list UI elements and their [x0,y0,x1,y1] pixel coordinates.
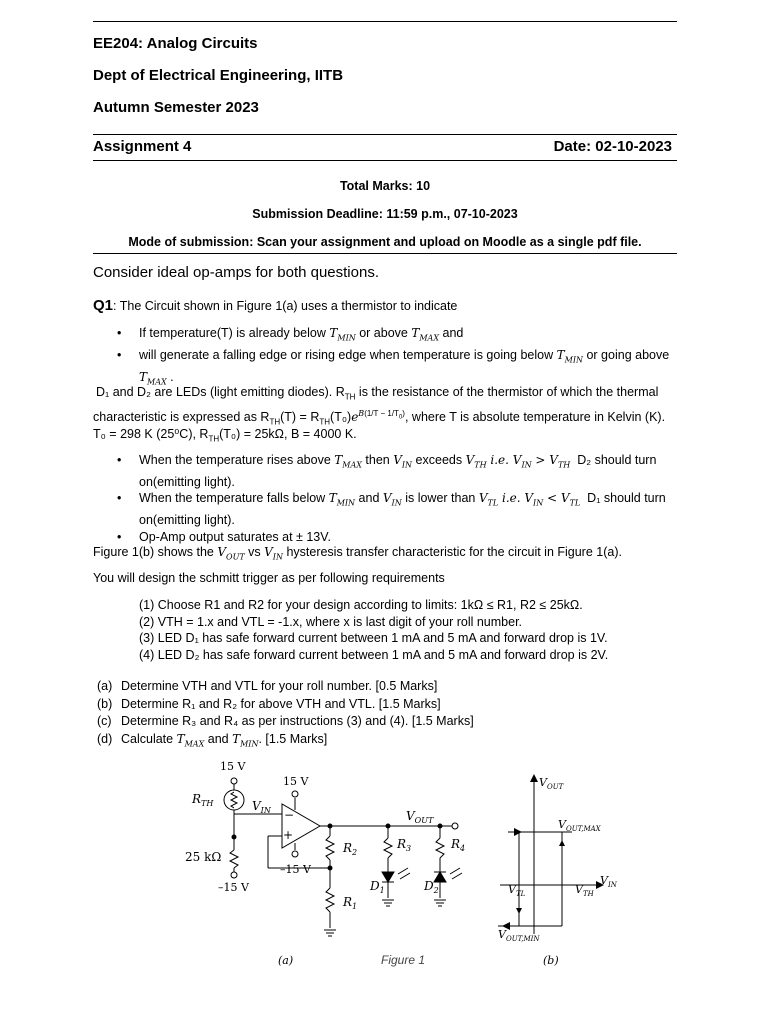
list-item: • When the temperature rises above $T_{MAX}$ then $V_{IN}$ exceeds $V_{TH}$ i.e. $V_{IN} > V_{TH}$ D₂ should turn on(emitting light). [117,452,677,490]
rule-3 [93,253,677,254]
r3-label: $R_3$ [397,837,412,853]
part-d: (d) Calculate $T_{MAX}$ and $T_{MIN}$. [1.5 Marks] [97,731,328,748]
department: Dept of Electrical Engineering, IITB [93,67,344,84]
part-c: (c) Determine R₃ and R₄ as per instructions (3) and (4). [1.5 Marks] [97,714,474,728]
submission-mode: Mode of submission: Scan your assignment and upload on Moodle as a single pdf file. [128,235,642,249]
resistor-25k-label: 25 kΩ [185,850,222,864]
figure-description: Figure 1(b) shows the $V_{OUT}$ vs $V_{IN}$ hysteresis transfer characteristic for the circuit in Figure 1(a). [93,545,622,562]
supply-pos-2: 15 V [283,775,309,788]
rth-label: $R_{TH}$ [192,792,214,808]
graph-vin-label: $V_{IN}$ [600,874,617,889]
requirement-2: (2) VTH = 1.x and VTL = -1.x, where x is last digit of your roll number. [139,614,523,629]
supply-terminal [231,778,237,784]
supply-neg-2: –15 V [280,863,311,876]
graph-voutmin-label: $V_{OUT,MIN}$ [498,928,540,943]
q1-lead-text: : The Circuit shown in Figure 1(a) uses a thermistor to indicate [113,299,458,313]
graph-vtl-label: $V_{TL}$ [508,883,526,898]
para-constants: T₀ = 298 K (25⁰C), $R_{TH}(T_0) = 25k\Omega$, B = 4000 K. [93,427,357,444]
bullet-list-1 [117,325,677,391]
d2-label: $D_2$ [424,879,439,895]
graph-vout-label: $V_{OUT}$ [539,776,564,791]
graph-vth-label: $V_{TH}$ [575,883,594,898]
requirements [139,597,608,663]
vin-label: $V_{IN}$ [252,799,271,815]
semester: Autumn Semester 2023 [93,99,259,116]
supply-neg-1: –15 V [218,881,249,894]
course-title: EE204: Analog Circuits [93,35,258,52]
plus-label: + [283,828,294,842]
q1-label: Q1 [93,297,114,314]
list-item: • If temperature(T) is already below $T_{MIN}$ or above $T_{MAX}$ and [117,325,677,347]
supply-pos-1: 15 V [220,760,246,773]
requirement-4: (4) LED D₂ has safe forward current between 1 mA and 5 mA and forward drop is 2V. [139,647,609,662]
para-thermal: characteristic is expressed as $R_{TH}(T) = R_{TH}(T_0)e^{B(1/T - 1/T_0)}$, where T is absolute temperature in Kelvin (K). [93,409,666,427]
submission-deadline: Submission Deadline: 11:59 p.m., 07-10-2023 [252,207,518,221]
r1-label: $R_1$ [343,895,358,911]
top-rule [93,21,677,22]
subfigure-a-label: (a) [278,954,294,967]
para-led: D₁ and D₂ are LEDs (light emitting diodes). $R_{TH}$ is the resistance of the thermistor of which the thermal [96,385,659,402]
requirement-3: (3) LED D₁ has safe forward current between 1 mA and 5 mA and forward drop is 1V. [139,631,608,645]
graph-voutmax-label: $V_{OUT,MAX}$ [558,818,601,833]
list-item: • will generate a falling edge or rising edge when temperature is going below $T_{MIN}$ or going above $T_{MAX}$ . [117,347,677,391]
part-a: (a) Determine VTH and VTL for your roll number. [0.5 Marks] [97,679,438,693]
total-marks: Total Marks: 10 [339,179,431,193]
vout-label: $V_{OUT}$ [406,809,434,825]
figure-1 [170,748,635,974]
d1-label: $D_1$ [370,879,385,895]
r2-label: $R_2$ [343,841,358,857]
assignment-date: Date: 02-10-2023 [553,138,672,155]
part-b: (b) Determine R₁ and R₂ for above VTH and VTL. [1.5 Marks] [97,696,441,711]
minus-label: − [284,808,295,822]
bullet-list-2 [117,452,677,545]
list-item: • When the temperature falls below $T_{MIN}$ and $V_{IN}$ is lower than $V_{TL}$ i.e. $V_{IN} < V_{TL}$ D₁ should turn on(emitting light). [117,490,677,528]
list-item: • Op-Amp output saturates at ± 13V. [117,529,677,546]
intro-text: Consider ideal op-amps for both questions. [93,264,379,281]
rule-2 [93,160,677,161]
subfigure-b-label: (b) [543,954,559,967]
question-parts [97,678,474,752]
assignment-title: Assignment 4 [93,138,192,155]
rule-1 [93,134,677,135]
thermistor-symbol [224,790,244,810]
figure-caption: Figure 1 [381,953,426,967]
q1-lead [93,297,457,314]
design-line: You will design the schmitt trigger as per following requirements [93,571,445,585]
requirement-1: (1) Choose R1 and R2 for your design according to limits: 1kΩ ≤ R1, R2 ≤ 25kΩ. [139,598,583,612]
r4-label: $R_4$ [451,837,466,853]
